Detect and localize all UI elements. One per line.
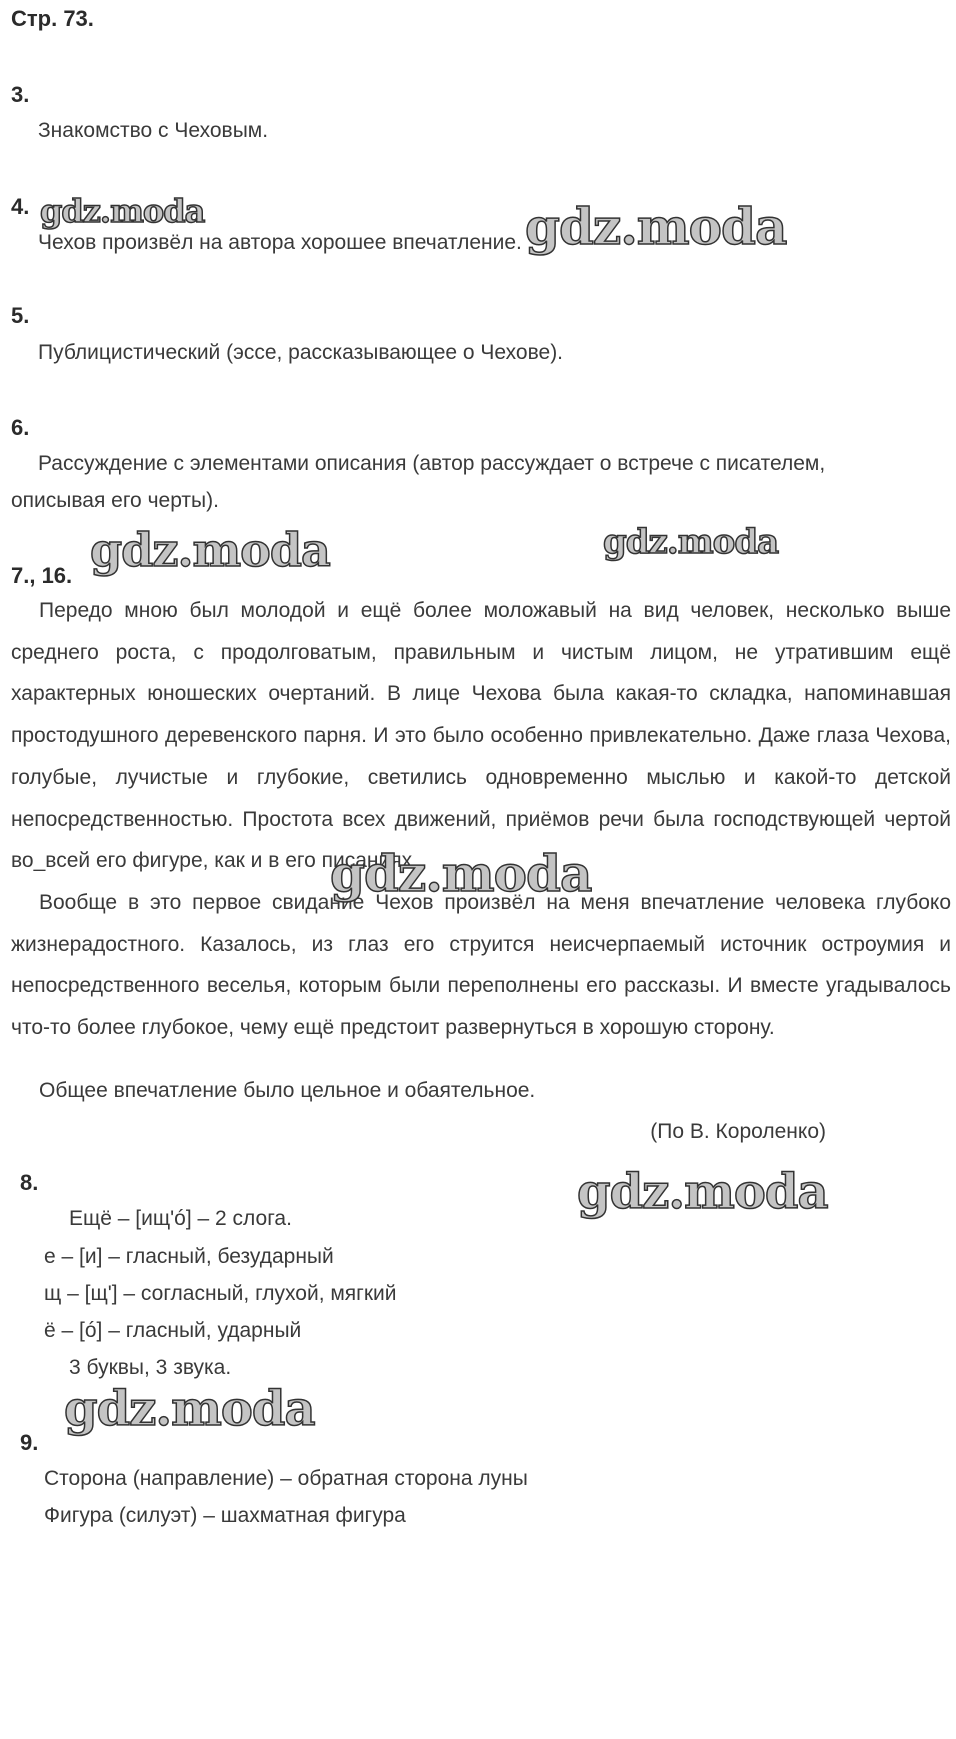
task-8-number: 8. [20, 1170, 39, 1195]
task-5-answer: Публицистический (эссе, рассказывающее о Чехове). [38, 341, 564, 364]
page-title: Стр. 73. [11, 6, 94, 31]
task-7-paragraph-3 [11, 1070, 951, 1112]
task-4-answer: Чехов произвёл на автора хорошее впечатление. [38, 231, 522, 254]
task-8-line: ё – [ó] – гласный, ударный [44, 1319, 302, 1342]
task-7-paragraph-1-text: Передо мною был молодой и ещё более моложавый на вид человек, несколько выше среднего роста, с продолговатым, правильным и чистым лицом, не утратившим ещё характерных юношеских очертаний. В лице Чехова была какая-то складка, напоминавшая простодушного деревенского парня. И это было особенно привлекательно. Даже глаза Чехова, голубые, лучистые и глубокие, светились одновременно мыслью и какой-то детской непосредственностью. Простота всех движений, приёмов речи была господствующей чертой во_всей его фигуре, как и в его писаниях. [11, 599, 951, 873]
task-9-line: Сторона (направление) – обратная сторона луны [44, 1467, 528, 1490]
watermark-logo: gdz.moda [330, 844, 592, 903]
task-4-number: 4. [11, 194, 30, 219]
task-7-paragraph-3-text: Общее впечатление было цельное и обаятельное. [39, 1079, 536, 1102]
task-9-line: Фигура (силуэт) – шахматная фигура [44, 1504, 406, 1527]
task-8-line: щ – [щ'] – согласный, глухой, мягкий [44, 1282, 397, 1305]
watermark-logo: gdz.moda [577, 1164, 828, 1220]
task-6-answer-line2: описывая его черты). [11, 489, 219, 512]
task-7-number: 7., 16. [11, 563, 73, 588]
task-5-number: 5. [11, 303, 30, 328]
watermark-logo: gdz.moda [603, 522, 779, 562]
task-8-line: е – [и] – гласный, безударный [44, 1245, 334, 1268]
watermark-logo: gdz.moda [90, 523, 330, 577]
task-7-paragraph-2-text: Вообще в это первое свидание Чехов произвёл на меня впечатление человека глубоко жизнерадостного. Казалось, из глаз его струится неисчерпаемый источник остроумия и непосредственного веселья, которым были переполнены его рассказы. И вместе угадывалось что-то более глубокое, чему ещё предстоит развернуться в хорошую сторону. [11, 891, 951, 1040]
watermark-logo: gdz.moda [40, 192, 205, 230]
watermark-logo: gdz.moda [525, 197, 787, 256]
task-8-line: Ещё – [ищ'ó] – 2 слога. [69, 1207, 292, 1230]
task-6-number: 6. [11, 415, 30, 440]
task-7-paragraph-1 [11, 590, 951, 882]
task-8-line: 3 буквы, 3 звука. [69, 1356, 232, 1379]
task-9-number: 9. [20, 1430, 39, 1455]
task-6-answer-line1: Рассуждение с элементами описания (автор рассуждает о встрече с писателем, [38, 452, 826, 475]
watermark-logo: gdz.moda [64, 1381, 315, 1437]
task-3-number: 3. [11, 82, 30, 107]
task-7-paragraph-2 [11, 882, 951, 1049]
task-7-source: (По В. Короленко) [650, 1120, 826, 1143]
task-3-answer: Знакомство с Чеховым. [38, 119, 269, 142]
